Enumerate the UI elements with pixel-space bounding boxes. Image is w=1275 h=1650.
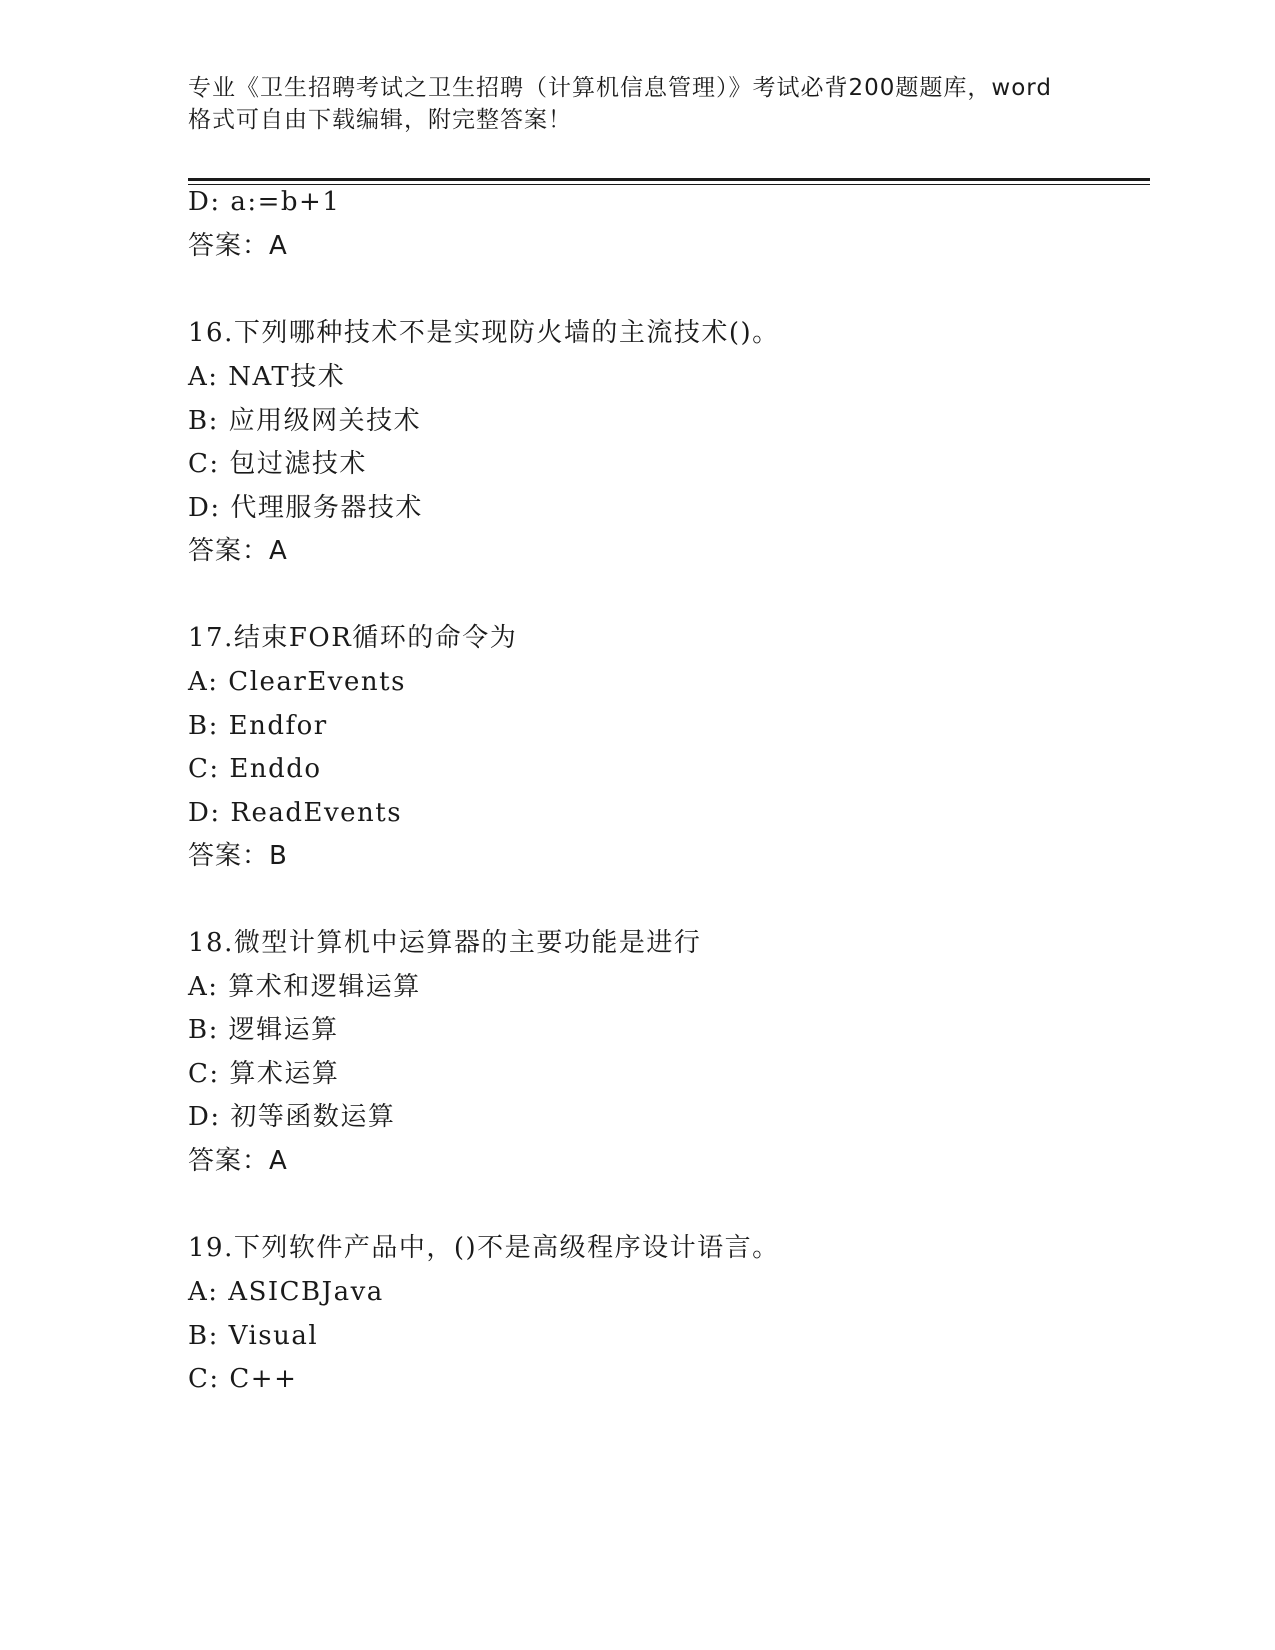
question-16-stem: 16.下列哪种技术不是实现防火墙的主流技术()。 xyxy=(188,318,780,348)
header-divider-thick xyxy=(188,178,1150,181)
question-18-option-a: A: 算术和逻辑运算 xyxy=(188,972,421,1002)
question-18-stem: 18.微型计算机中运算器的主要功能是进行 xyxy=(188,928,702,958)
question-17-option-a: A: ClearEvents xyxy=(188,667,406,697)
header-line-2: 格式可自由下载编辑，附完整答案！ xyxy=(188,107,572,133)
question-19-option-c: C: C++ xyxy=(188,1364,298,1394)
question-19-stem: 19.下列软件产品中，()不是高级程序设计语言。 xyxy=(188,1233,780,1263)
header-divider-thin xyxy=(188,184,1150,185)
question-18-option-b: B: 逻辑运算 xyxy=(188,1015,339,1045)
question-19-option-a: A: ASICBJava xyxy=(188,1277,384,1307)
prev-answer: 答案：A xyxy=(188,231,288,261)
question-16-option-b: B: 应用级网关技术 xyxy=(188,406,422,436)
question-16-option-a: A: NAT技术 xyxy=(188,362,346,392)
header-line-1: 专业《卫生招聘考试之卫生招聘（计算机信息管理）》考试必背200题题库，word xyxy=(188,75,1052,101)
question-17-option-c: C: Enddo xyxy=(188,754,322,784)
prev-option-d: D: a:=b+1 xyxy=(188,187,341,217)
question-18-option-c: C: 算术运算 xyxy=(188,1059,340,1089)
question-16-option-c: C: 包过滤技术 xyxy=(188,449,367,479)
question-17-stem: 17.结束FOR循环的命令为 xyxy=(188,623,518,653)
question-16-option-d: D: 代理服务器技术 xyxy=(188,493,423,523)
question-18-option-d: D: 初等函数运算 xyxy=(188,1102,396,1132)
question-18-answer: 答案：A xyxy=(188,1146,288,1176)
question-16-answer: 答案：A xyxy=(188,536,288,566)
document-header xyxy=(188,72,1088,136)
question-17-answer: 答案：B xyxy=(188,841,288,871)
question-19-option-b: B: Visual xyxy=(188,1321,319,1351)
question-17-option-d: D: ReadEvents xyxy=(188,798,403,828)
question-17-option-b: B: Endfor xyxy=(188,711,328,741)
